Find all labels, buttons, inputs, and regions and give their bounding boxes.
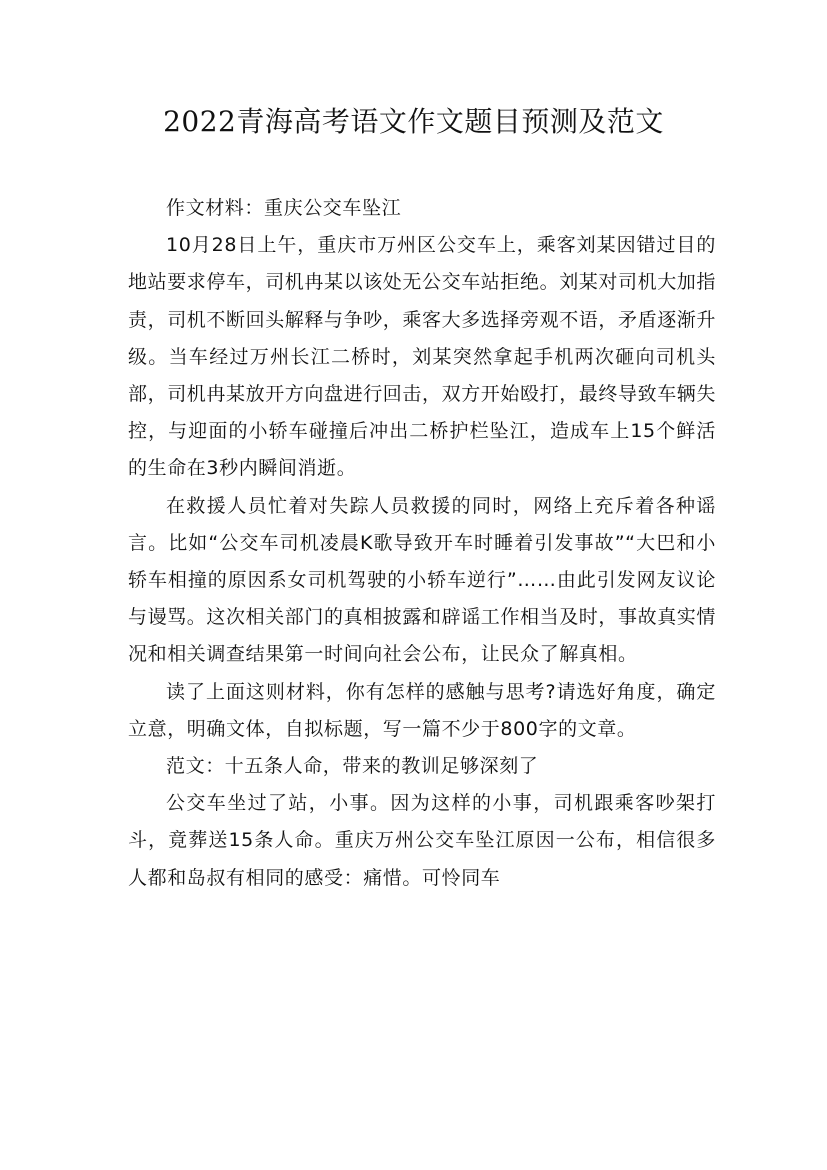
document-body (128, 190, 716, 897)
paragraph-essay-start: 公交车坐过了站，小事。因为这样的小事，司机跟乘客吵架打斗，竟葬送15条人命。重庆万州公交车坠江原因一公布，相信很多人都和岛叔有相同的感受：痛惜。可怜同车 (128, 792, 716, 889)
document-title: 2022青海高考语文作文题目预测及范文 (163, 105, 664, 138)
paragraph-incident: 10月28日上午，重庆市万州区公交车上，乘客刘某因错过目的地站要求停车，司机冉某以该处无公交车站拒绝。刘某对司机大加指责，司机不断回头解释与争吵，乘客大多选择旁观不语，矛盾逐渐升级。当车经过万州长江二桥时，刘某突然拿起手机两次砸向司机头部，司机冉某放开方向盘进行回击，双方开始殴打，最终导致车辆失控，与迎面的小轿车碰撞后冲出二桥护栏坠江，造成车上15个鲜活的生命在3秒内瞬间消逝。 (128, 234, 717, 480)
paragraph-prompt: 读了上面这则材料，你有怎样的感触与思考?请选好角度，确定立意，明确文体，自拟标题，写一篇不少于800字的文章。 (128, 680, 716, 740)
sample-essay-heading: 范文：十五条人命，带来的教训足够深刻了 (166, 755, 539, 778)
material-heading: 作文材料：重庆公交车坠江 (166, 197, 402, 219)
paragraph-rumors: 在救援人员忙着对失踪人员救援的同时，网络上充斥着各种谣言。比如“公交车司机凌晨K歌导致开车时睡着引发事故”“大巴和小轿车相撞的原因系女司机驾驶的小轿车逆行”……由此引发网友议论与谩骂。这次相关部门的真相披露和辟谣工作相当及时，事故真实情况和相关调查结果第一时间向社会公布，让民众了解真相。 (128, 494, 717, 666)
